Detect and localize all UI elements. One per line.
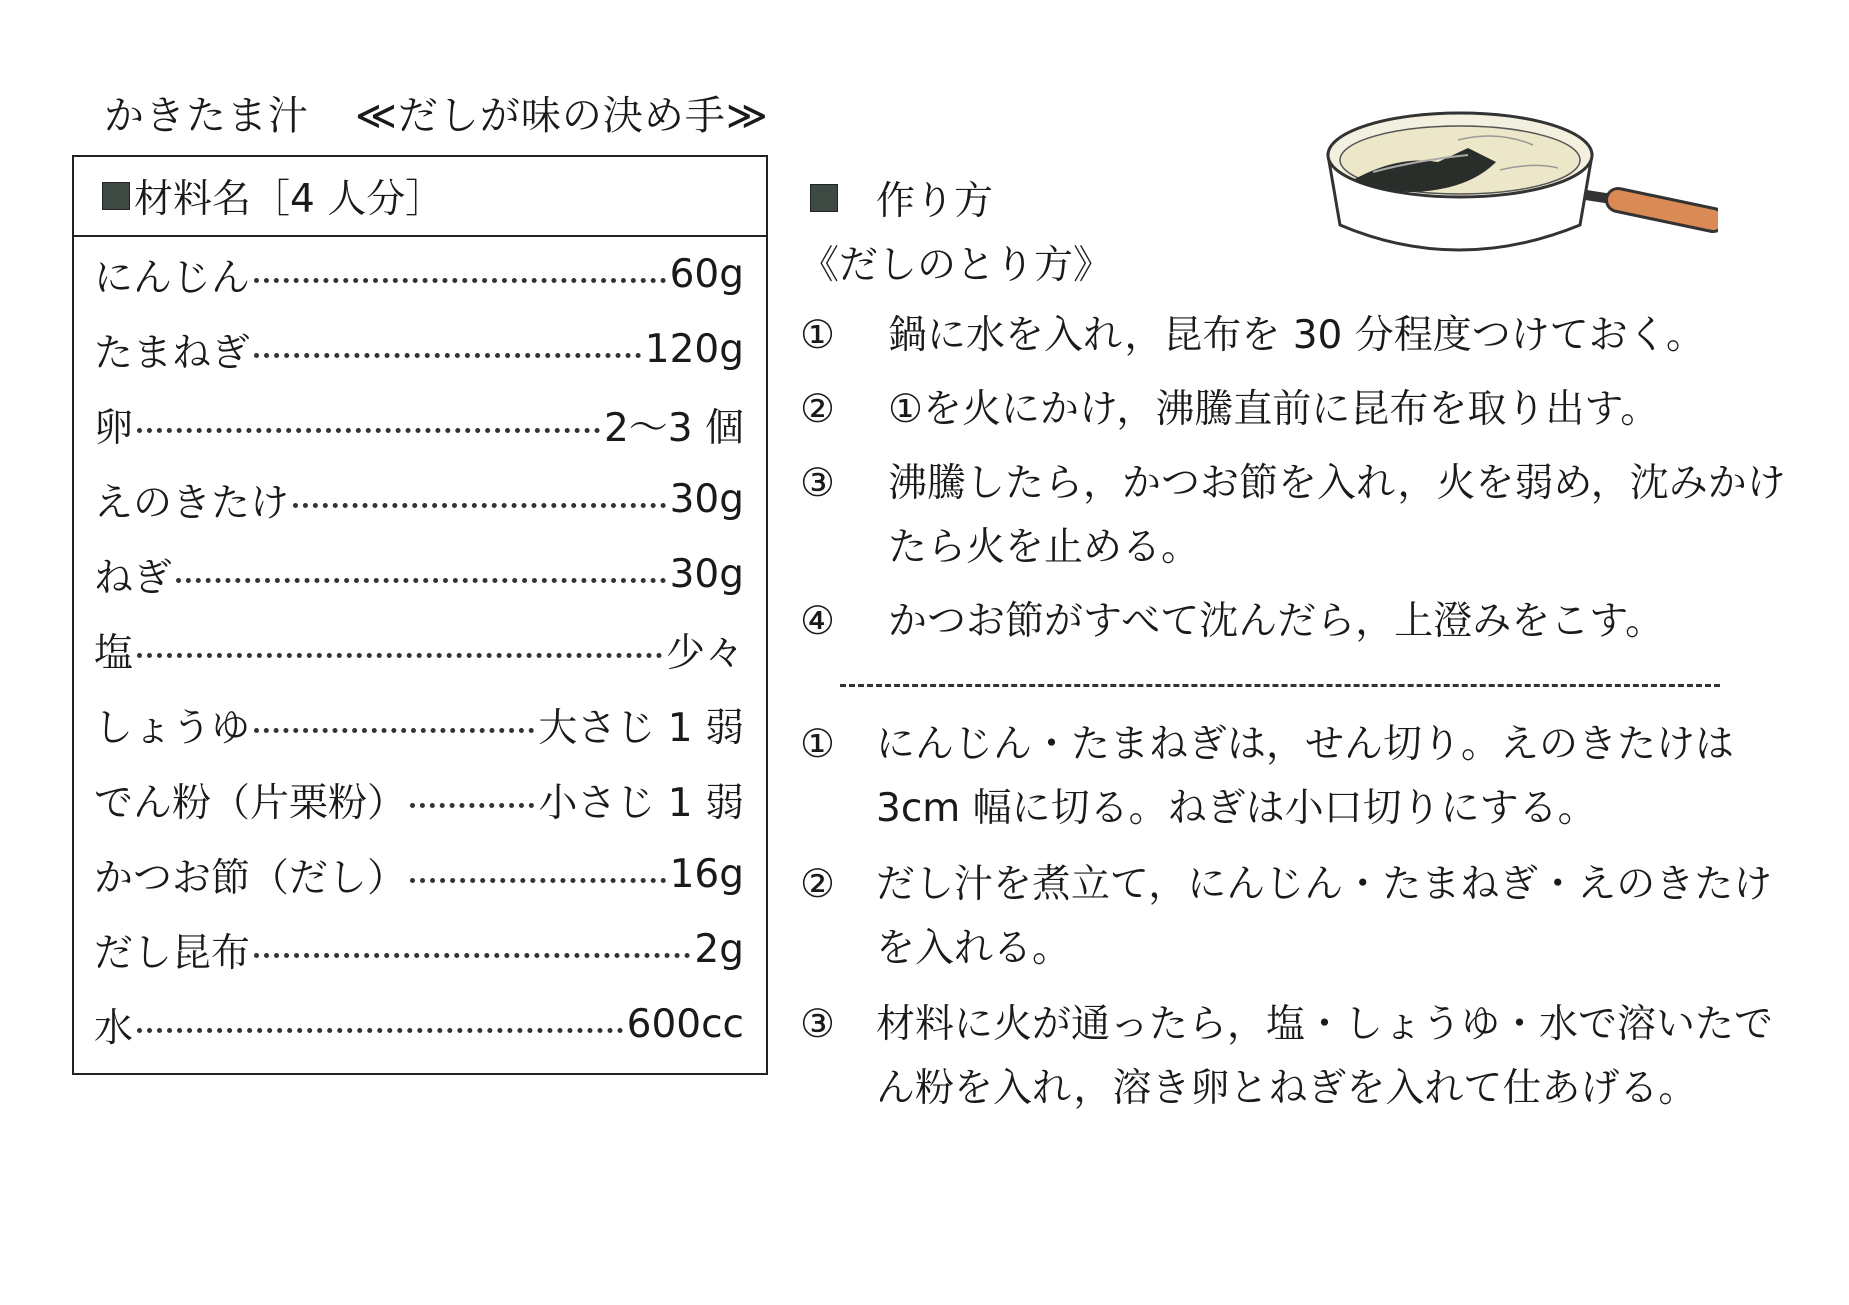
ingredient-name: えのきたけ <box>94 480 290 526</box>
step-number: ② <box>800 862 835 907</box>
ingredient-name: にんじん <box>94 255 251 301</box>
ingredient-amount: 16g <box>669 852 744 897</box>
ingredient-name: たまねぎ <box>94 330 251 376</box>
dashi-header: 《だしのとり方》 <box>800 243 1113 288</box>
step-text: 材料に火が通ったら，塩・しょうゆ・水で溶いたでん粉を入れ，溶き卵とねぎを入れて仕あげる。 <box>876 1002 1774 1111</box>
step-item <box>800 713 1810 841</box>
ingredient-amount: 60g <box>669 252 744 297</box>
ingredient-amount: 120g <box>644 327 744 372</box>
ingredient-name: でん粉（片栗粉） <box>94 780 407 826</box>
ingredient-amount: 2～3 個 <box>603 405 744 451</box>
ingredient-row <box>94 687 744 762</box>
ingredient-name: 塩 <box>94 630 134 676</box>
method-section <box>800 172 1810 1121</box>
ingredient-row <box>94 762 744 837</box>
ingredient-amount: 少々 <box>665 630 744 676</box>
square-bullet-icon <box>102 182 130 210</box>
step-number: ③ <box>800 1002 835 1047</box>
ingredients-header-label: 材料名［4 人分］ <box>134 177 445 222</box>
dotted-leader <box>254 353 641 358</box>
ingredients-list <box>74 237 766 1062</box>
ingredient-name: 卵 <box>94 405 134 451</box>
ingredients-box <box>72 155 768 1075</box>
ingredient-row <box>94 612 744 687</box>
step-text: ①を火にかけ，沸騰直前に昆布を取り出す。 <box>888 387 1660 432</box>
step-item <box>800 304 1810 368</box>
dotted-leader <box>254 728 534 733</box>
ingredient-row <box>94 837 744 912</box>
step-item <box>800 993 1810 1121</box>
ingredients-header <box>74 157 766 237</box>
ingredient-row <box>94 237 744 312</box>
dotted-leader <box>176 578 666 583</box>
recipe-title <box>104 92 769 140</box>
step-number: ① <box>800 722 835 767</box>
dotted-leader <box>293 503 666 508</box>
step-text: だし汁を煮立て，にんじん・たまねぎ・えのきたけを入れる。 <box>876 862 1773 971</box>
step-text: かつお節がすべて沈んだら，上澄みをこす。 <box>888 599 1665 644</box>
dotted-leader <box>410 803 534 808</box>
ingredient-name: だし昆布 <box>94 930 251 976</box>
step-text: にんじん・たまねぎは，せん切り。えのきたけは 3cm 幅に切る。ねぎは小口切りにする。 <box>876 722 1735 831</box>
ingredient-row <box>94 387 744 462</box>
ingredient-row <box>94 537 744 612</box>
step-number: ③ <box>800 461 835 506</box>
dotted-leader <box>410 878 666 883</box>
method-header-label: 作り方 <box>876 179 994 224</box>
ingredient-amount: 2g <box>694 927 744 972</box>
saucepan-icon <box>1318 100 1718 280</box>
ingredient-row <box>94 987 744 1062</box>
dotted-leader <box>254 278 666 283</box>
ingredient-row <box>94 912 744 987</box>
ingredient-amount: 600cc <box>626 1002 744 1047</box>
ingredient-name: ねぎ <box>94 555 173 601</box>
dotted-leader <box>137 1028 623 1033</box>
ingredient-row <box>94 462 744 537</box>
pan-handle <box>1586 195 1713 220</box>
square-bullet-icon <box>810 184 838 212</box>
recipe-name: かきたま汁 <box>104 93 309 139</box>
step-item <box>800 590 1810 654</box>
ingredient-amount: 小さじ 1 弱 <box>538 780 744 826</box>
dotted-leader <box>137 428 600 433</box>
ingredient-amount: 30g <box>669 552 744 597</box>
step-item <box>800 452 1810 580</box>
step-item <box>800 853 1810 981</box>
recipe-subtitle: ≪だしが味の決め手≫ <box>355 93 769 139</box>
cooking-steps <box>800 713 1810 1121</box>
ingredient-name: かつお節（だし） <box>94 855 407 901</box>
ingredient-name: 水 <box>94 1005 134 1051</box>
step-item <box>800 378 1810 442</box>
step-number: ④ <box>800 599 835 644</box>
ingredient-row <box>94 312 744 387</box>
dotted-leader <box>137 653 662 658</box>
ingredient-name: しょうゆ <box>94 705 251 751</box>
step-number: ② <box>800 387 835 432</box>
step-text: 鍋に水を入れ，昆布を 30 分程度つけておく。 <box>888 313 1705 358</box>
dashi-steps <box>800 304 1810 654</box>
dashed-divider <box>840 684 1720 687</box>
step-text: 沸騰したら，かつお節を入れ，火を弱め，沈みかけたら火を止める。 <box>888 461 1786 570</box>
step-number: ① <box>800 313 835 358</box>
ingredient-amount: 大さじ 1 弱 <box>538 705 744 751</box>
ingredient-amount: 30g <box>669 477 744 522</box>
dotted-leader <box>254 953 690 958</box>
